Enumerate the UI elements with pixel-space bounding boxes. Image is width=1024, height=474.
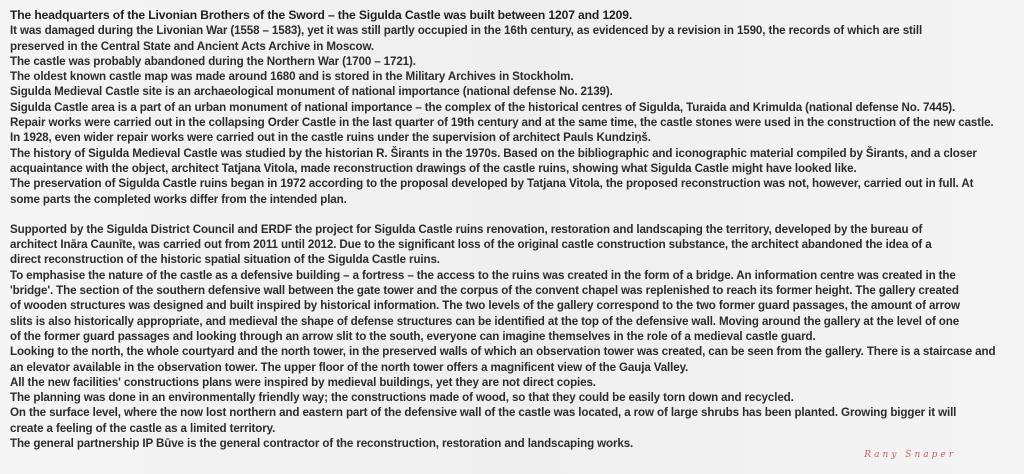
photographer-signature: Rany Snaper	[864, 450, 956, 460]
text-line: To emphasise the nature of the castle as a defensive building – a fortress – the access to the ruins was created in the form of a bridge. An information centre was created in the	[10, 268, 956, 282]
text-line: direct reconstruction of the historic spatial situation of the Sigulda Castle ruins.	[10, 253, 440, 267]
text-line: an elevator available in the observation tower. The upper floor of the north tower offers a magnificent view of the Gauja Valley.	[10, 360, 689, 374]
paragraph-renovation	[10, 222, 1014, 451]
text-line: Supported by the Sigulda District Council and ERDF the project for Sigulda Castle ruins renovation, restoration and landscaping the territory, developed by the bureau of	[10, 222, 923, 236]
text-line: Repair works were carried out in the collapsing Order Castle in the last quarter of 19th century and at the same time, the castle stones were used in the construction of the new castle.	[10, 116, 994, 130]
text-line: create a feeling of the castle as a limited territory.	[10, 421, 276, 435]
text-line: On the surface level, where the now lost northern and eastern part of the defensive wall of the castle was located, a row of large shrubs has been planted. Growing bigger it will	[10, 406, 957, 420]
text-line: slits is also historically appropriate, and medieval the shape of defense structures can be identified at the top of the defensive wall. Moving around the gallery at the level of one	[10, 314, 960, 328]
text-line: The planning was done in an environmentally friendly way; the constructions made of wood, so that they could be easily torn down and recycled.	[10, 391, 794, 405]
paragraph-history	[10, 8, 1014, 207]
text-line: Looking to the north, the whole courtyard and the north tower, in the preserved walls of which an observation tower was created, can be seen from the gallery. There is a staircase and	[10, 345, 996, 359]
paragraph-gap	[10, 207, 1014, 222]
text-line: The general partnership IP Būve is the general contractor of the reconstruction, restoration and landscaping works.	[10, 437, 634, 451]
text-line: Sigulda Medieval Castle site is an archaeological monument of national importance (national defense No. 2139).	[10, 85, 613, 99]
text-line: Sigulda Castle area is a part of an urban monument of national importance – the complex of the historical centres of Sigulda, Turaida and Krimulda (national defense No. 7445).	[10, 100, 956, 114]
text-line: All the new facilities' constructions plans were inspired by medieval buildings, yet they are not direct copies.	[10, 375, 596, 389]
text-line: The history of Sigulda Medieval Castle was studied by the historian R. Širants in the 1970s. Based on the bibliographic and iconographic material compiled by Širants, and a closer	[10, 146, 977, 160]
text-line: acquaintance with the object, architect Tatjana Vitola, made reconstruction drawings of the castle ruins, showing what Sigulda Castle might have looked like.	[10, 161, 857, 175]
text-line: It was damaged during the Livonian War (1558 – 1583), yet it was still partly occupied in the 16th century, as evidenced by a revision in 1590, the records of which are still	[10, 24, 923, 38]
text-line: The preservation of Sigulda Castle ruins began in 1972 according to the proposal developed by Tatjana Vitola, the proposed reconstruction was not, however, carried out in full. At	[10, 177, 974, 191]
text-line: The oldest known castle map was made around 1680 and is stored in the Military Archives in Stockholm.	[10, 70, 574, 84]
text-line: some parts the completed works differ from the intended plan.	[10, 192, 347, 206]
text-line: of wooden structures was designed and built inspired by historical information. The two levels of the gallery correspond to the two former guard passages, the amount of arrow	[10, 299, 960, 313]
text-line: 'bridge'. The section of the southern defensive wall between the gate tower and the corpus of the convent chapel was replenished to reach its former height. The gallery created	[10, 284, 959, 298]
sign-heading: The headquarters of the Livonian Brothers of the Sword – the Sigulda Castle was built between 1207 and 1209.	[10, 8, 633, 22]
text-line: preserved in the Central State and Ancient Acts Archive in Moscow.	[10, 39, 375, 53]
text-line: architect Ināra Caunīte, was carried out from 2011 until 2012. Due to the significant loss of the original castle construction substance, the architect abandoned the idea of a	[10, 238, 932, 252]
text-line: of the former guard passages and looking through an arrow slit to the south, everyone can imagine themselves in the role of a medieval castle guard.	[10, 329, 816, 343]
text-line: In 1928, even wider repair works were carried out in the castle ruins under the supervision of architect Pauls Kundziņš.	[10, 131, 651, 145]
text-line: The castle was probably abandoned during the Northern War (1700 – 1721).	[10, 54, 416, 68]
